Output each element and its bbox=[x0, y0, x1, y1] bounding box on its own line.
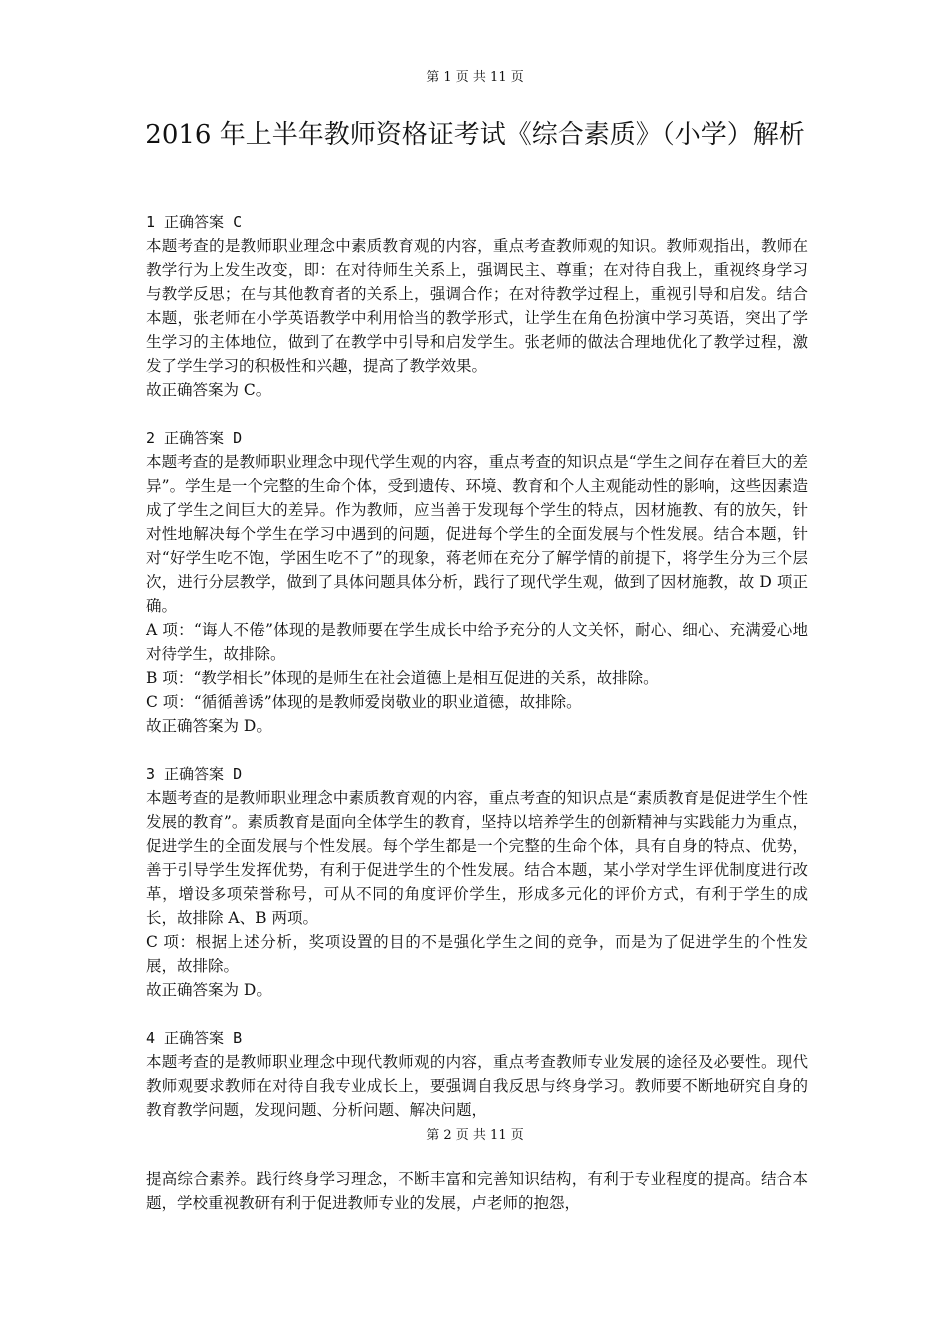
answer-conclusion: 故正确答案为 C。 bbox=[146, 381, 272, 399]
answer-heading: 4 正确答案 B bbox=[146, 1029, 243, 1047]
answer-conclusion: 故正确答案为 D。 bbox=[146, 981, 272, 999]
page-header-1: 第 1 页 共 11 页 bbox=[426, 70, 524, 85]
answer-heading: 3 正确答案 D bbox=[146, 765, 243, 783]
explanation-paragraph: 本题考查的是教师职业理念中现代学生观的内容，重点考查的知识点是“学生之间存在着巨大的差异”。学生是一个完整的生命个体，受到遗传、环境、教育和个人主观能动性的影响，这些因素造成了学生之间巨大的差异。作为教师，应当善于发现每个学生的特点，因材施教、有的放矢，针对性地解决每个学生在学习中遇到的问题，促进每个学生的全面发展与个性发展。结合本题，针对“好学生吃不饱，学困生吃不了”的现象，蒋老师在充分了解学情的前提下，将学生分为三个层次，进行分层教学，做到了具体问题具体分析，践行了现代学生观，做到了因材施教，故 D 项正确。 bbox=[146, 453, 808, 615]
option-analysis: C 项：根据上述分析，奖项设置的目的不是强化学生之间的竞争，而是为了促进学生的个性发展，故排除。 bbox=[146, 933, 808, 975]
page-1-content bbox=[146, 210, 808, 1122]
document-title: 2016 年上半年教师资格证考试《综合素质》（小学）解析 bbox=[145, 120, 805, 150]
answer-heading: 1 正确答案 C bbox=[146, 213, 243, 231]
explanation-paragraph: 本题考查的是教师职业理念中现代教师观的内容，重点考查教师专业发展的途径及必要性。现代教师观要求教师在对待自我专业成长上，要强调自我反思与终身学习。教师要不断地研究自身的教育教学问题，发现问题、分析问题、解决问题， bbox=[146, 1053, 808, 1119]
question-3 bbox=[146, 762, 808, 1002]
page-2-content bbox=[146, 1167, 808, 1215]
explanation-paragraph: 本题考查的是教师职业理念中素质教育观的内容，重点考查的知识点是“素质教育是促进学生个性发展的教育”。素质教育是面向全体学生的教育，坚持以培养学生的创新精神与实践能力为重点，促进学生的全面发展与个性发展。每个学生都是一个完整的生命个体，具有自身的特点、优势，善于引导学生发挥优势，有利于促进学生的个性发展。结合本题，某小学对学生评优制度进行改革，增设多项荣誉称号，可从不同的角度评价学生，形成多元化的评价方式，有利于学生的成长，故排除 A、B 两项。 bbox=[146, 789, 808, 927]
question-1 bbox=[146, 210, 808, 402]
answer-conclusion: 故正确答案为 D。 bbox=[146, 717, 272, 735]
option-analysis: B 项：“教学相长”体现的是师生在社会道德上是相互促进的关系，故排除。 bbox=[146, 669, 659, 687]
page-header-2: 第 2 页 共 11 页 bbox=[426, 1128, 524, 1143]
option-analysis: C 项：“循循善诱”体现的是教师爱岗敬业的职业道德，故排除。 bbox=[146, 693, 582, 711]
question-4 bbox=[146, 1026, 808, 1122]
question-2 bbox=[146, 426, 808, 738]
answer-heading: 2 正确答案 D bbox=[146, 429, 243, 447]
explanation-paragraph: 本题考查的是教师职业理念中素质教育观的内容，重点考查教师观的知识。教师观指出，教师在教学行为上发生改变，即：在对待师生关系上，强调民主、尊重；在对待自我上，重视终身学习与教学反思；在与其他教育者的关系上，强调合作；在对待教学过程上，重视引导和启发。结合本题，张老师在小学英语教学中利用恰当的教学形式，让学生在角色扮演中学习英语，突出了学生学习的主体地位，做到了在教学中引导和启发学生。张老师的做法合理地优化了教学过程，激发了学生学习的积极性和兴趣，提高了教学效果。 bbox=[146, 237, 808, 375]
option-analysis: A 项：“诲人不倦”体现的是教师要在学生成长中给予充分的人文关怀，耐心、细心、充满爱心地对待学生，故排除。 bbox=[146, 621, 808, 663]
explanation-continuation: 提高综合素养。践行终身学习理念，不断丰富和完善知识结构，有利于专业程度的提高。结合本题，学校重视教研有利于促进教师专业的发展，卢老师的抱怨， bbox=[146, 1170, 808, 1212]
